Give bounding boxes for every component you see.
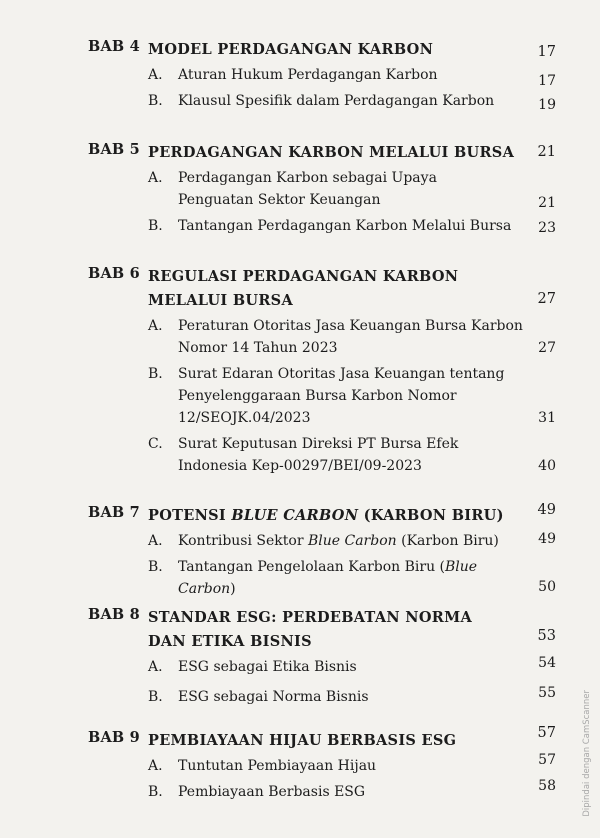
toc-item: B. Klausul Spesifik dalam Perdagangan Karbon 19 [88,90,568,112]
chapter-number: BAB 6 [88,265,140,282]
toc-item: B. ESG sebagai Norma Bisnis 55 [88,686,568,708]
toc-item: C. Surat Keputusan Direksi PT Bursa Efek Indonesia Kep-00297/BEI/09-2023 40 [88,433,568,477]
chapter-page: 27 [537,291,556,307]
toc-item-text: Perdagangan Karbon sebagai Upaya Penguatan Sektor Keuangan [178,170,437,208]
chapter-page: 57 [537,725,556,741]
toc-item: A. Kontribusi Sektor Blue Carbon (Karbon Biru) 49 [88,530,568,552]
chapter-number: BAB 8 [88,606,140,623]
toc-item-page: 40 [538,458,556,474]
toc-item-text: Peraturan Otoritas Jasa Keuangan Bursa Karbon Nomor 14 Tahun 2023 [178,318,523,356]
toc-item-page: 55 [538,685,556,701]
chapter-title: POTENSI BLUE CARBON (KARBON BIRU) [148,507,504,524]
chapter-title: MODEL PERDAGANGAN KARBON [148,41,434,58]
chapter-title: PEMBIAYAAN HIJAU BERBASIS ESG [148,732,457,749]
toc-item: B. Tantangan Pengelolaan Karbon Biru (Blue Carbon) 50 [88,556,568,600]
chapter-bab-4 [88,38,568,112]
chapter-page: 17 [537,44,556,60]
toc-item-page: 49 [538,531,556,547]
toc-item-page: 23 [538,220,556,236]
chapter-bab-8 [88,606,568,708]
toc-item-text: ESG sebagai Norma Bisnis [178,689,369,705]
chapter-title: STANDAR ESG: PERDEBATAN NORMA DAN ETIKA BISNIS [148,609,473,650]
toc-item-text: Tuntutan Pembiayaan Hijau [178,758,377,774]
chapter-bab-9 [88,725,568,803]
chapter-number: BAB 7 [88,504,140,521]
chapter-bab-6 [88,265,568,477]
toc-item: A. Aturan Hukum Perdagangan Karbon 17 [88,64,568,86]
toc-item-text: Klausul Spesifik dalam Perdagangan Karbon [178,93,495,109]
toc-item: A. ESG sebagai Etika Bisnis 54 [88,656,568,678]
toc-item-page: 19 [538,97,556,113]
chapter-title: PERDAGANGAN KARBON MELALUI BURSA [148,144,515,161]
toc-item-page: 57 [538,752,556,768]
chapter-bab-5 [88,141,568,237]
chapter-page: 53 [537,628,556,644]
toc-item-text: Aturan Hukum Perdagangan Karbon [178,67,438,83]
toc-item-text: Tantangan Perdagangan Karbon Melalui Bursa [178,218,512,234]
chapter-page: 49 [537,502,556,518]
toc-item-text: Surat Edaran Otoritas Jasa Keuangan tentang Penyelenggaraan Bursa Karbon Nomor 12/SEOJK.04/2023 [178,366,505,426]
chapter-bab-7 [88,504,568,600]
toc-item: B. Surat Edaran Otoritas Jasa Keuangan tentang Penyelenggaraan Bursa Karbon Nomor 12/SEOJK.04/2023 31 [88,363,568,429]
toc-item-text: Kontribusi Sektor Blue Carbon (Karbon Biru) [178,533,499,549]
toc-item-text: Surat Keputusan Direksi PT Bursa Efek Indonesia Kep-00297/BEI/09-2023 [178,436,459,474]
toc-item-page: 17 [538,73,556,89]
toc-item-text: Tantangan Pengelolaan Karbon Biru (Blue Carbon) [178,559,478,597]
chapter-number: BAB 4 [88,38,140,55]
toc-item: B. Tantangan Perdagangan Karbon Melalui Bursa 23 [88,215,568,237]
toc-item: A. Peraturan Otoritas Jasa Keuangan Bursa Karbon Nomor 14 Tahun 2023 27 [88,315,568,359]
chapter-title: REGULASI PERDAGANGAN KARBON MELALUI BURSA [148,268,459,309]
toc-item-page: 50 [538,579,556,595]
toc-item: A. Tuntutan Pembiayaan Hijau 57 [88,755,568,777]
toc-item-page: 54 [538,655,556,671]
toc-item-page: 31 [538,410,556,426]
toc-item-text: ESG sebagai Etika Bisnis [178,659,357,675]
chapter-number: BAB 5 [88,141,140,158]
toc-item-text: Pembiayaan Berbasis ESG [178,784,366,800]
chapter-number: BAB 9 [88,729,140,746]
toc-item-page: 21 [538,195,556,211]
toc-item-page: 27 [538,340,556,356]
toc-item: A. Perdagangan Karbon sebagai Upaya Penguatan Sektor Keuangan 21 [88,167,568,211]
scanner-watermark: Dipindai dengan CamScanner [582,690,592,817]
toc-item: B. Pembiayaan Berbasis ESG 58 [88,781,568,803]
chapter-page: 21 [537,144,556,160]
toc-item-page: 58 [538,778,556,794]
